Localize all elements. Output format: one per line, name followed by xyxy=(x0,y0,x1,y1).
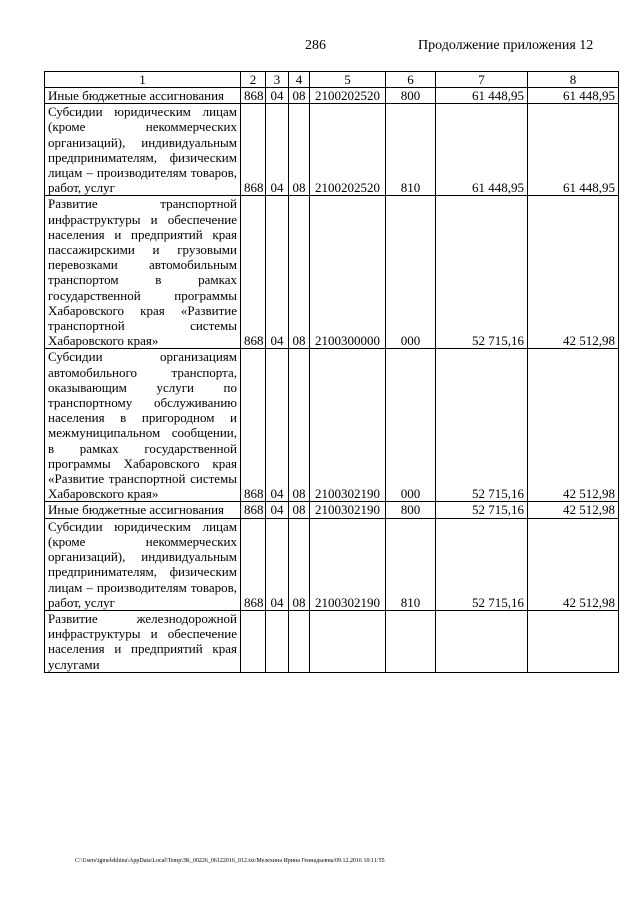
table-row xyxy=(45,196,619,349)
subsection-cell: 08 xyxy=(289,88,310,104)
amount-cell: 42 512,98 xyxy=(528,518,619,610)
column-number-row xyxy=(45,72,619,88)
section-cell: 04 xyxy=(266,88,289,104)
section-cell xyxy=(266,610,289,672)
subsection-cell: 08 xyxy=(289,349,310,502)
amount-cell: 42 512,98 xyxy=(528,196,619,349)
amount-cell: 61 448,95 xyxy=(528,104,619,196)
table-row xyxy=(45,518,619,610)
subsection-cell: 08 xyxy=(289,196,310,349)
column-header: 4 xyxy=(289,72,310,88)
column-header: 3 xyxy=(266,72,289,88)
subsection-cell: 08 xyxy=(289,104,310,196)
section-cell: 04 xyxy=(266,349,289,502)
column-header: 8 xyxy=(528,72,619,88)
target-article-cell: 2100300000 xyxy=(310,196,386,349)
amount-cell xyxy=(436,610,528,672)
budget-table xyxy=(44,71,619,673)
table-row xyxy=(45,104,619,196)
amount-cell: 52 715,16 xyxy=(436,196,528,349)
column-header: 1 xyxy=(45,72,241,88)
amount-cell: 52 715,16 xyxy=(436,518,528,610)
column-header: 2 xyxy=(241,72,266,88)
column-header: 5 xyxy=(310,72,386,88)
target-article-cell xyxy=(310,610,386,672)
admin-code-cell: 868 xyxy=(241,502,266,518)
admin-code-cell: 868 xyxy=(241,518,266,610)
expense-type-cell: 000 xyxy=(386,196,436,349)
amount-cell: 61 448,95 xyxy=(436,104,528,196)
table-row xyxy=(45,88,619,104)
row-name-cell: Субсидии организациям автомобильного транспорта, оказывающим услуги по транспортному обслуживанию населения в пригородном и межмуниципальном сообщении, в рамках государственной программы Хабаровского края «Развитие транспортной системы Хабаровского края» xyxy=(45,349,241,502)
expense-type-cell: 810 xyxy=(386,518,436,610)
amount-cell: 42 512,98 xyxy=(528,502,619,518)
appendix-continuation-title: Продолжение приложения 12 xyxy=(418,38,594,53)
column-header: 6 xyxy=(386,72,436,88)
expense-type-cell: 810 xyxy=(386,104,436,196)
table-row xyxy=(45,349,619,502)
admin-code-cell: 868 xyxy=(241,349,266,502)
table-row xyxy=(45,502,619,518)
amount-cell: 61 448,95 xyxy=(528,88,619,104)
subsection-cell: 08 xyxy=(289,502,310,518)
file-path-footer: C:\Users\igmelekhina\AppData\Local\Temp\ЗК_00226_06122016_012.txt/Мелехина Ирина Геннадьевна/09.12.2016 10:11:55 xyxy=(75,858,385,864)
expense-type-cell: 800 xyxy=(386,88,436,104)
row-name-cell: Развитие транспортной инфраструктуры и обеспечение населения и предприятий края пассажирскими и грузовыми перевозками автомобильным транспортом в рамках государственной программы Хабаровского края «Развитие транспортной системы Хабаровского края» xyxy=(45,196,241,349)
target-article-cell: 2100302190 xyxy=(310,349,386,502)
admin-code-cell: 868 xyxy=(241,104,266,196)
amount-cell: 42 512,98 xyxy=(528,349,619,502)
amount-cell: 52 715,16 xyxy=(436,502,528,518)
subsection-cell xyxy=(289,610,310,672)
amount-cell: 61 448,95 xyxy=(436,88,528,104)
expense-type-cell: 800 xyxy=(386,502,436,518)
expense-type-cell xyxy=(386,610,436,672)
target-article-cell: 2100302190 xyxy=(310,518,386,610)
row-name-cell: Субсидии юридическим лицам (кроме некоммерческих организаций), индивидуальным предпринимателям, физическим лицам – производителям товаров, работ, услуг xyxy=(45,518,241,610)
amount-cell xyxy=(528,610,619,672)
subsection-cell: 08 xyxy=(289,518,310,610)
row-name-cell: Иные бюджетные ассигнования xyxy=(45,88,241,104)
target-article-cell: 2100302190 xyxy=(310,502,386,518)
target-article-cell: 2100202520 xyxy=(310,88,386,104)
page-number: 286 xyxy=(305,38,326,53)
admin-code-cell xyxy=(241,610,266,672)
section-cell: 04 xyxy=(266,502,289,518)
section-cell: 04 xyxy=(266,196,289,349)
section-cell: 04 xyxy=(266,104,289,196)
row-name-cell: Развитие железнодорожной инфраструктуры и обеспечение населения и предприятий края услугами xyxy=(45,610,241,672)
section-cell: 04 xyxy=(266,518,289,610)
admin-code-cell: 868 xyxy=(241,88,266,104)
expense-type-cell: 000 xyxy=(386,349,436,502)
table-row xyxy=(45,610,619,672)
row-name-cell: Субсидии юридическим лицам (кроме некоммерческих организаций), индивидуальным предпринимателям, физическим лицам – производителям товаров, работ, услуг xyxy=(45,104,241,196)
amount-cell: 52 715,16 xyxy=(436,349,528,502)
row-name-cell: Иные бюджетные ассигнования xyxy=(45,502,241,518)
target-article-cell: 2100202520 xyxy=(310,104,386,196)
admin-code-cell: 868 xyxy=(241,196,266,349)
column-header: 7 xyxy=(436,72,528,88)
